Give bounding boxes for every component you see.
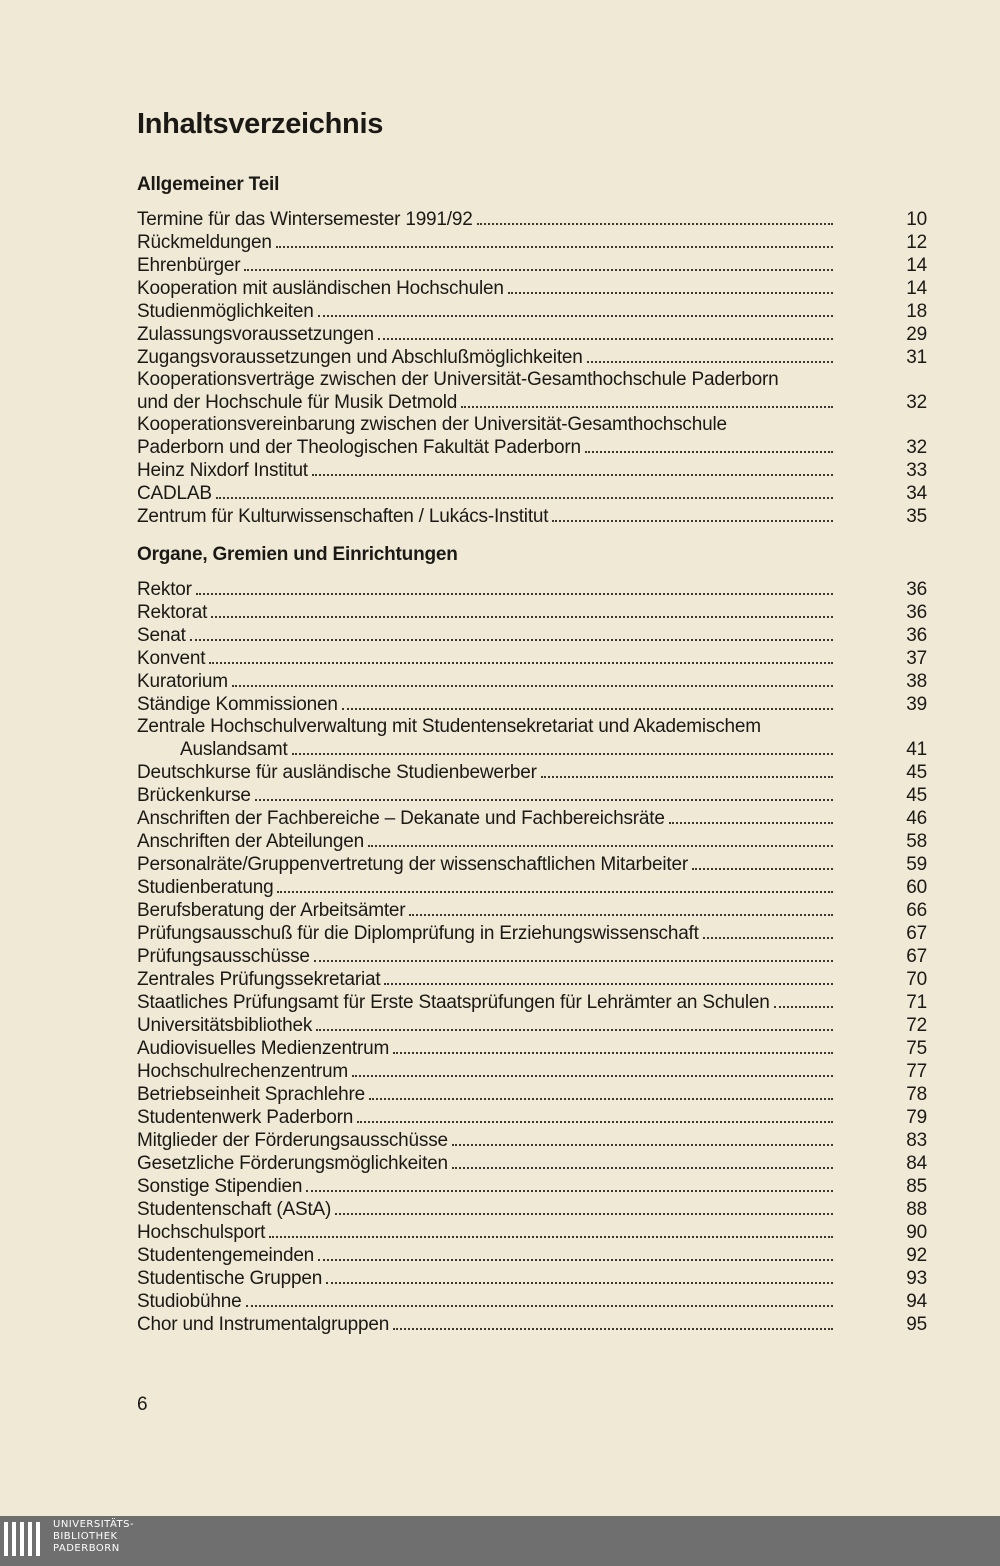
toc-entry-page: 37	[906, 648, 927, 669]
toc-entry-page: 34	[906, 483, 927, 504]
toc-entry-title: Studentenwerk Paderborn	[137, 1107, 354, 1128]
library-footer-bar	[0, 1516, 1000, 1566]
toc-entry-page: 31	[906, 347, 927, 368]
toc-entry-title: Chor und Instrumentalgruppen	[137, 1314, 390, 1335]
toc-entry-page: 92	[906, 1245, 927, 1266]
toc-entry	[137, 693, 927, 716]
toc-entry	[137, 807, 927, 830]
toc-entry-title: Auslandsamt	[180, 739, 288, 760]
toc-entry-title: Rektor	[137, 579, 192, 600]
toc-entry-page: 77	[906, 1061, 927, 1082]
toc-entry	[137, 1267, 927, 1290]
toc-dot-leader	[312, 474, 833, 476]
toc-entry-title: Ständige Kommissionen	[137, 694, 338, 715]
toc-entry-page: 45	[906, 762, 927, 783]
toc-dot-leader	[774, 1006, 833, 1008]
toc-entry-title: Ehrenbürger	[137, 255, 241, 276]
toc-entry	[137, 945, 927, 968]
toc-entry-page: 85	[906, 1176, 927, 1197]
toc-entry-title: Rückmeldungen	[137, 232, 272, 253]
toc-entry-title: Personalräte/Gruppenvertretung der wissenschaftlichen Mitarbeiter	[137, 854, 688, 875]
toc-entry	[137, 670, 927, 693]
toc-dot-leader	[209, 662, 833, 664]
toc-dot-leader	[587, 361, 833, 363]
toc-dot-leader	[196, 593, 833, 595]
toc-dot-leader	[232, 685, 833, 687]
toc-entry-page: 95	[906, 1314, 927, 1335]
library-name-line-1: UNIVERSITÄTS-	[53, 1519, 135, 1530]
toc-entry-title: Brückenkurse	[137, 785, 251, 806]
toc-dot-leader	[368, 845, 833, 847]
toc-entry-title: Prüfungsausschuß für die Diplomprüfung in Erziehungswissenschaft	[137, 923, 699, 944]
toc-entry-page: 46	[906, 808, 927, 829]
toc-entry-title: Deutschkurse für ausländische Studienbewerber	[137, 762, 537, 783]
toc-entry	[137, 1221, 927, 1244]
toc-entry-page: 36	[906, 579, 927, 600]
toc-list-allgemeiner-teil	[137, 208, 927, 528]
toc-entry-page: 58	[906, 831, 927, 852]
toc-entry	[137, 738, 927, 761]
toc-entry	[137, 761, 927, 784]
toc-entry-title: Konvent	[137, 648, 206, 669]
section-heading-allgemeiner-teil: Allgemeiner Teil	[137, 174, 280, 195]
toc-entry	[137, 1198, 927, 1221]
toc-dot-leader	[357, 1121, 833, 1123]
toc-dot-leader	[269, 1236, 833, 1238]
toc-entry	[137, 853, 927, 876]
toc-entry	[137, 1244, 927, 1267]
toc-entry	[137, 1060, 927, 1083]
toc-entry	[137, 231, 927, 254]
toc-entry	[137, 922, 927, 945]
toc-entry-page: 67	[906, 946, 927, 967]
toc-entry-page: 41	[906, 739, 927, 760]
toc-entry-page: 45	[906, 785, 927, 806]
toc-entry-title: Hochschulrechenzentrum	[137, 1061, 349, 1082]
toc-entry-title: Staatliches Prüfungsamt für Erste Staatsprüfungen für Lehrämter an Schulen	[137, 992, 770, 1013]
toc-entry	[137, 414, 927, 436]
toc-entry-page: 36	[906, 602, 927, 623]
toc-dot-leader	[246, 1305, 833, 1307]
toc-entry-title: Audiovisuelles Medienzentrum	[137, 1038, 390, 1059]
toc-entry	[137, 899, 927, 922]
toc-entry-page: 18	[906, 301, 927, 322]
toc-entry	[137, 1175, 927, 1198]
toc-entry-title: Termine für das Wintersemester 1991/92	[137, 209, 473, 230]
toc-entry-title: Zentrale Hochschulverwaltung mit Studentensekretariat und Akademischem	[137, 716, 761, 737]
toc-dot-leader	[384, 983, 833, 985]
toc-entry	[137, 323, 927, 346]
toc-entry-page: 59	[906, 854, 927, 875]
toc-entry	[137, 436, 927, 459]
toc-dot-leader	[393, 1328, 833, 1330]
toc-entry-page: 67	[906, 923, 927, 944]
toc-dot-leader	[541, 776, 833, 778]
toc-dot-leader	[378, 338, 833, 340]
toc-dot-leader	[292, 753, 833, 755]
toc-entry	[137, 968, 927, 991]
toc-dot-leader	[335, 1213, 833, 1215]
toc-entry-page: 32	[906, 437, 927, 458]
toc-entry-title: Studentengemeinden	[137, 1245, 315, 1266]
toc-entry-page: 29	[906, 324, 927, 345]
toc-entry-page: 83	[906, 1130, 927, 1151]
toc-entry-title: Universitätsbibliothek	[137, 1015, 313, 1036]
toc-entry-title: Studentische Gruppen	[137, 1268, 323, 1289]
toc-dot-leader	[508, 292, 833, 294]
toc-dot-leader	[452, 1144, 833, 1146]
toc-entry-title: Studiobühne	[137, 1291, 242, 1312]
toc-entry	[137, 647, 927, 670]
toc-list-organe	[137, 578, 927, 1336]
toc-dot-leader	[326, 1282, 833, 1284]
toc-entry	[137, 830, 927, 853]
toc-entry-page: 14	[906, 255, 927, 276]
toc-dot-leader	[342, 708, 833, 710]
library-name-line-2: BIBLIOTHEK	[53, 1531, 118, 1542]
toc-entry-page: 84	[906, 1153, 927, 1174]
library-name	[53, 1519, 134, 1555]
page-title: Inhaltsverzeichnis	[137, 108, 384, 140]
toc-entry	[137, 1037, 927, 1060]
toc-entry	[137, 482, 927, 505]
toc-entry-page: 93	[906, 1268, 927, 1289]
toc-dot-leader	[276, 246, 833, 248]
section-heading-organe: Organe, Gremien und Einrichtungen	[137, 544, 458, 565]
toc-dot-leader	[277, 891, 833, 893]
toc-dot-leader	[409, 914, 833, 916]
toc-entry	[137, 991, 927, 1014]
toc-entry	[137, 876, 927, 899]
toc-entry-page: 66	[906, 900, 927, 921]
toc-entry	[137, 1106, 927, 1129]
toc-entry-page: 39	[906, 694, 927, 715]
toc-entry-title: Studienberatung	[137, 877, 274, 898]
toc-entry	[137, 208, 927, 231]
toc-entry-title: Studentenschaft (AStA)	[137, 1199, 332, 1220]
toc-entry-title: Prüfungsausschüsse	[137, 946, 310, 967]
toc-entry	[137, 716, 927, 738]
toc-entry	[137, 1083, 927, 1106]
page-number: 6	[137, 1394, 148, 1415]
toc-entry-title: Kooperationsverträge zwischen der Universität-Gesamthochschule Paderborn	[137, 369, 779, 390]
toc-dot-leader	[585, 451, 833, 453]
toc-entry-page: 60	[906, 877, 927, 898]
toc-entry	[137, 277, 927, 300]
toc-dot-leader	[477, 223, 833, 225]
toc-entry-title: Kooperationsvereinbarung zwischen der Universität-Gesamthochschule	[137, 414, 727, 435]
toc-entry	[137, 505, 927, 528]
toc-entry-title: Anschriften der Fachbereiche – Dekanate und Fachbereichsräte	[137, 808, 665, 829]
toc-entry	[137, 391, 927, 414]
toc-entry-title: Zentrales Prüfungssekretariat	[137, 969, 381, 990]
toc-entry	[137, 369, 927, 391]
toc-entry-page: 72	[906, 1015, 927, 1036]
toc-entry-page: 90	[906, 1222, 927, 1243]
toc-entry	[137, 346, 927, 369]
toc-entry-page: 79	[906, 1107, 927, 1128]
toc-entry-page: 94	[906, 1291, 927, 1312]
toc-entry-title: Gesetzliche Förderungsmöglichkeiten	[137, 1153, 448, 1174]
toc-entry-title: Rektorat	[137, 602, 208, 623]
toc-entry	[137, 1129, 927, 1152]
toc-entry-title: Zugangsvoraussetzungen und Abschlußmöglichkeiten	[137, 347, 583, 368]
toc-dot-leader	[306, 1190, 833, 1192]
toc-dot-leader	[216, 497, 833, 499]
toc-dot-leader	[669, 822, 833, 824]
toc-dot-leader	[369, 1098, 833, 1100]
toc-entry-page: 35	[906, 506, 927, 527]
toc-entry-title: Senat	[137, 625, 186, 646]
toc-entry-title: Betriebseinheit Sprachlehre	[137, 1084, 366, 1105]
toc-entry	[137, 300, 927, 323]
toc-entry-title: Kuratorium	[137, 671, 228, 692]
toc-entry	[137, 1313, 927, 1336]
toc-entry-title: Berufsberatung der Arbeitsämter	[137, 900, 406, 921]
toc-dot-leader	[255, 799, 833, 801]
toc-dot-leader	[318, 1259, 833, 1261]
library-name-line-3: PADERBORN	[53, 1543, 120, 1554]
toc-entry	[137, 624, 927, 647]
toc-entry-title: und der Hochschule für Musik Detmold	[137, 392, 458, 413]
toc-dot-leader	[314, 960, 833, 962]
toc-entry-title: CADLAB	[137, 483, 212, 504]
toc-entry-title: Mitglieder der Förderungsausschüsse	[137, 1130, 448, 1151]
toc-entry-page: 78	[906, 1084, 927, 1105]
toc-dot-leader	[452, 1167, 833, 1169]
toc-entry-page: 10	[906, 209, 927, 230]
toc-dot-leader	[244, 269, 833, 271]
toc-entry-page: 14	[906, 278, 927, 299]
toc-entry-title: Paderborn und der Theologischen Fakultät Paderborn	[137, 437, 581, 458]
toc-entry	[137, 601, 927, 624]
toc-entry	[137, 1152, 927, 1175]
toc-entry	[137, 784, 927, 807]
toc-entry-page: 33	[906, 460, 927, 481]
toc-dot-leader	[692, 868, 833, 870]
toc-entry-title: Heinz Nixdorf Institut	[137, 460, 308, 481]
toc-entry-page: 36	[906, 625, 927, 646]
toc-dot-leader	[461, 406, 833, 408]
toc-entry-page: 88	[906, 1199, 927, 1220]
toc-dot-leader	[211, 616, 833, 618]
toc-dot-leader	[393, 1052, 833, 1054]
toc-dot-leader	[703, 937, 833, 939]
toc-entry	[137, 1290, 927, 1313]
toc-entry-title: Sonstige Stipendien	[137, 1176, 303, 1197]
toc-dot-leader	[552, 520, 833, 522]
toc-entry-title: Studienmöglichkeiten	[137, 301, 314, 322]
toc-entry-title: Anschriften der Abteilungen	[137, 831, 364, 852]
toc-entry-page: 75	[906, 1038, 927, 1059]
toc-entry	[137, 459, 927, 482]
toc-dot-leader	[190, 639, 833, 641]
toc-dot-leader	[318, 315, 833, 317]
toc-entry-page: 38	[906, 671, 927, 692]
toc-entry-title: Zulassungsvoraussetzungen	[137, 324, 374, 345]
toc-entry	[137, 578, 927, 601]
toc-entry-page: 32	[906, 392, 927, 413]
toc-dot-leader	[352, 1075, 833, 1077]
toc-dot-leader	[316, 1029, 833, 1031]
toc-entry-page: 71	[906, 992, 927, 1013]
toc-entry-title: Zentrum für Kulturwissenschaften / Lukács-Institut	[137, 506, 549, 527]
toc-entry-title: Kooperation mit ausländischen Hochschulen	[137, 278, 504, 299]
toc-entry-page: 12	[906, 232, 927, 253]
toc-entry-title: Hochschulsport	[137, 1222, 266, 1243]
toc-entry-page: 70	[906, 969, 927, 990]
library-logo-icon	[4, 1522, 44, 1560]
toc-entry	[137, 254, 927, 277]
toc-entry	[137, 1014, 927, 1037]
